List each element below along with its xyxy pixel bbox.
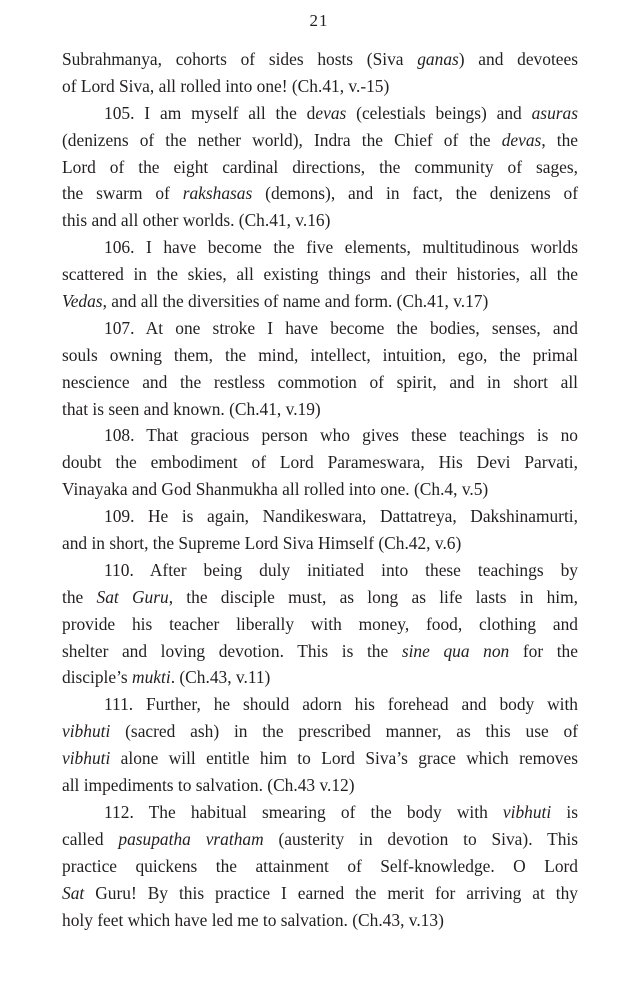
italic-term: vibhuti (62, 721, 111, 742)
italic-term: vibhuti (502, 801, 552, 822)
text-line (62, 584, 578, 611)
text-line (62, 664, 578, 691)
text-run: 111. Further, he should adorn his forehead and body with (104, 694, 578, 715)
text-run: that is seen and known. (Ch.41, v.19) (62, 398, 321, 419)
text-line (62, 180, 578, 207)
text-run: holy feet which have led me to salvation. (Ch.43, v.13) (62, 909, 444, 930)
text-line (62, 315, 578, 342)
text-run: 112. The habitual smearing of the body with (104, 801, 503, 822)
italic-term: vibhuti (62, 748, 111, 769)
italic-term: evas (315, 102, 347, 123)
italic-term: mukti (132, 667, 171, 688)
italic-term: ganas (417, 49, 459, 69)
text-line (62, 718, 578, 745)
text-run: 110. After being duly initiated into these teachings by (104, 559, 578, 580)
italic-term: pasupatha vratham (118, 828, 264, 849)
text-run: is (551, 801, 578, 822)
text-run: , the (541, 129, 578, 150)
text-line (62, 826, 578, 853)
text-run: Lord of the eight cardinal directions, the community of sages, (62, 156, 578, 177)
text-line (62, 853, 578, 880)
text-run: 105. I am myself all the d (104, 102, 316, 123)
text-run: , the disciple must, as long as life lasts in him, (168, 586, 578, 607)
text-run: 109. He is again, Nandikeswara, Dattatreya, Dakshinamurti, (104, 506, 578, 527)
text-run: ) and devotees (458, 49, 578, 69)
text-run: 107. At one stroke I have become the bodies, senses, and (104, 317, 578, 338)
italic-term: Sat (62, 882, 85, 903)
text-run: scattered in the skies, all existing things and their histories, all the (62, 264, 578, 285)
text-run: alone will entitle him to Lord Siva’s grace which removes (110, 748, 578, 769)
italic-term: rakshasas (182, 183, 253, 204)
text-run: and in short, the Supreme Lord Siva Himself (Ch.42, v.6) (62, 533, 462, 554)
text-line (62, 369, 578, 396)
text-run: (sacred ash) in the prescribed manner, as this use of (110, 721, 578, 742)
text-line (62, 46, 578, 73)
italic-term: asuras (531, 102, 578, 123)
text-run: provide his teacher liberally with money, food, clothing and (62, 613, 578, 634)
text-run: 106. I have become the five elements, multitudinous worlds (104, 237, 578, 258)
text-run: . (Ch.43, v.11) (170, 667, 271, 688)
text-line (62, 772, 578, 799)
text-run: (celestials beings) and (346, 102, 532, 123)
body-text (62, 46, 578, 933)
text-run: all impediments to salvation. (Ch.43 v.12) (62, 775, 355, 796)
text-run: practice quickens the attainment of Self-knowledge. O Lord (62, 855, 578, 876)
text-run: (denizens of the nether world), Indra the Chief of the (62, 129, 502, 150)
text-line (62, 127, 578, 154)
text-run: the (62, 586, 97, 607)
text-line (62, 396, 578, 423)
text-line (62, 638, 578, 665)
text-line (62, 422, 578, 449)
text-line (62, 154, 578, 181)
text-run: this and all other worlds. (Ch.41, v.16) (62, 210, 331, 231)
text-line (62, 207, 578, 234)
italic-term: Sat Guru (96, 586, 169, 607)
text-run: nescience and the restless commotion of spirit, and in short all (62, 371, 578, 392)
text-line (62, 611, 578, 638)
text-line (62, 557, 578, 584)
text-line (62, 476, 578, 503)
text-run: Subrahmanya, cohorts of sides hosts (Siva (62, 49, 418, 69)
text-run: shelter and loving devotion. This is the (62, 640, 402, 661)
text-run: of Lord Siva, all rolled into one! (Ch.41, v.-15) (62, 75, 390, 96)
italic-term: Vedas (62, 291, 103, 312)
text-line (62, 261, 578, 288)
text-run: (austerity in devotion to Siva). This (263, 828, 578, 849)
text-line (62, 907, 578, 934)
text-line (62, 449, 578, 476)
text-run: 108. That gracious person who gives these teachings is no (104, 425, 578, 446)
text-line (62, 530, 578, 557)
text-run: Guru! By this practice I earned the merit for arriving at thy (84, 882, 578, 903)
text-run: souls owning them, the mind, intellect, intuition, ego, the primal (62, 344, 578, 365)
text-run: , and all the diversities of name and form. (Ch.41, v.17) (102, 291, 489, 312)
text-line (62, 100, 578, 127)
text-line (62, 288, 578, 315)
text-run: called (62, 828, 119, 849)
text-line (62, 691, 578, 718)
text-line (62, 503, 578, 530)
text-run: for the (509, 640, 578, 661)
text-line (62, 234, 578, 261)
text-run: the swarm of (62, 183, 183, 204)
text-line (62, 73, 578, 100)
page-number: 21 (309, 11, 329, 30)
text-line (62, 342, 578, 369)
text-line (62, 880, 578, 907)
italic-term: devas (501, 129, 542, 150)
text-run: disciple’s (62, 667, 133, 688)
text-run: (demons), and in fact, the denizens of (252, 183, 578, 204)
text-line (62, 745, 578, 772)
text-line (62, 799, 578, 826)
text-run: Vinayaka and God Shanmukha all rolled into one. (Ch.4, v.5) (62, 479, 489, 500)
italic-term: sine qua non (401, 640, 510, 661)
text-run: doubt the embodiment of Lord Parameswara, His Devi Parvati, (62, 452, 578, 473)
